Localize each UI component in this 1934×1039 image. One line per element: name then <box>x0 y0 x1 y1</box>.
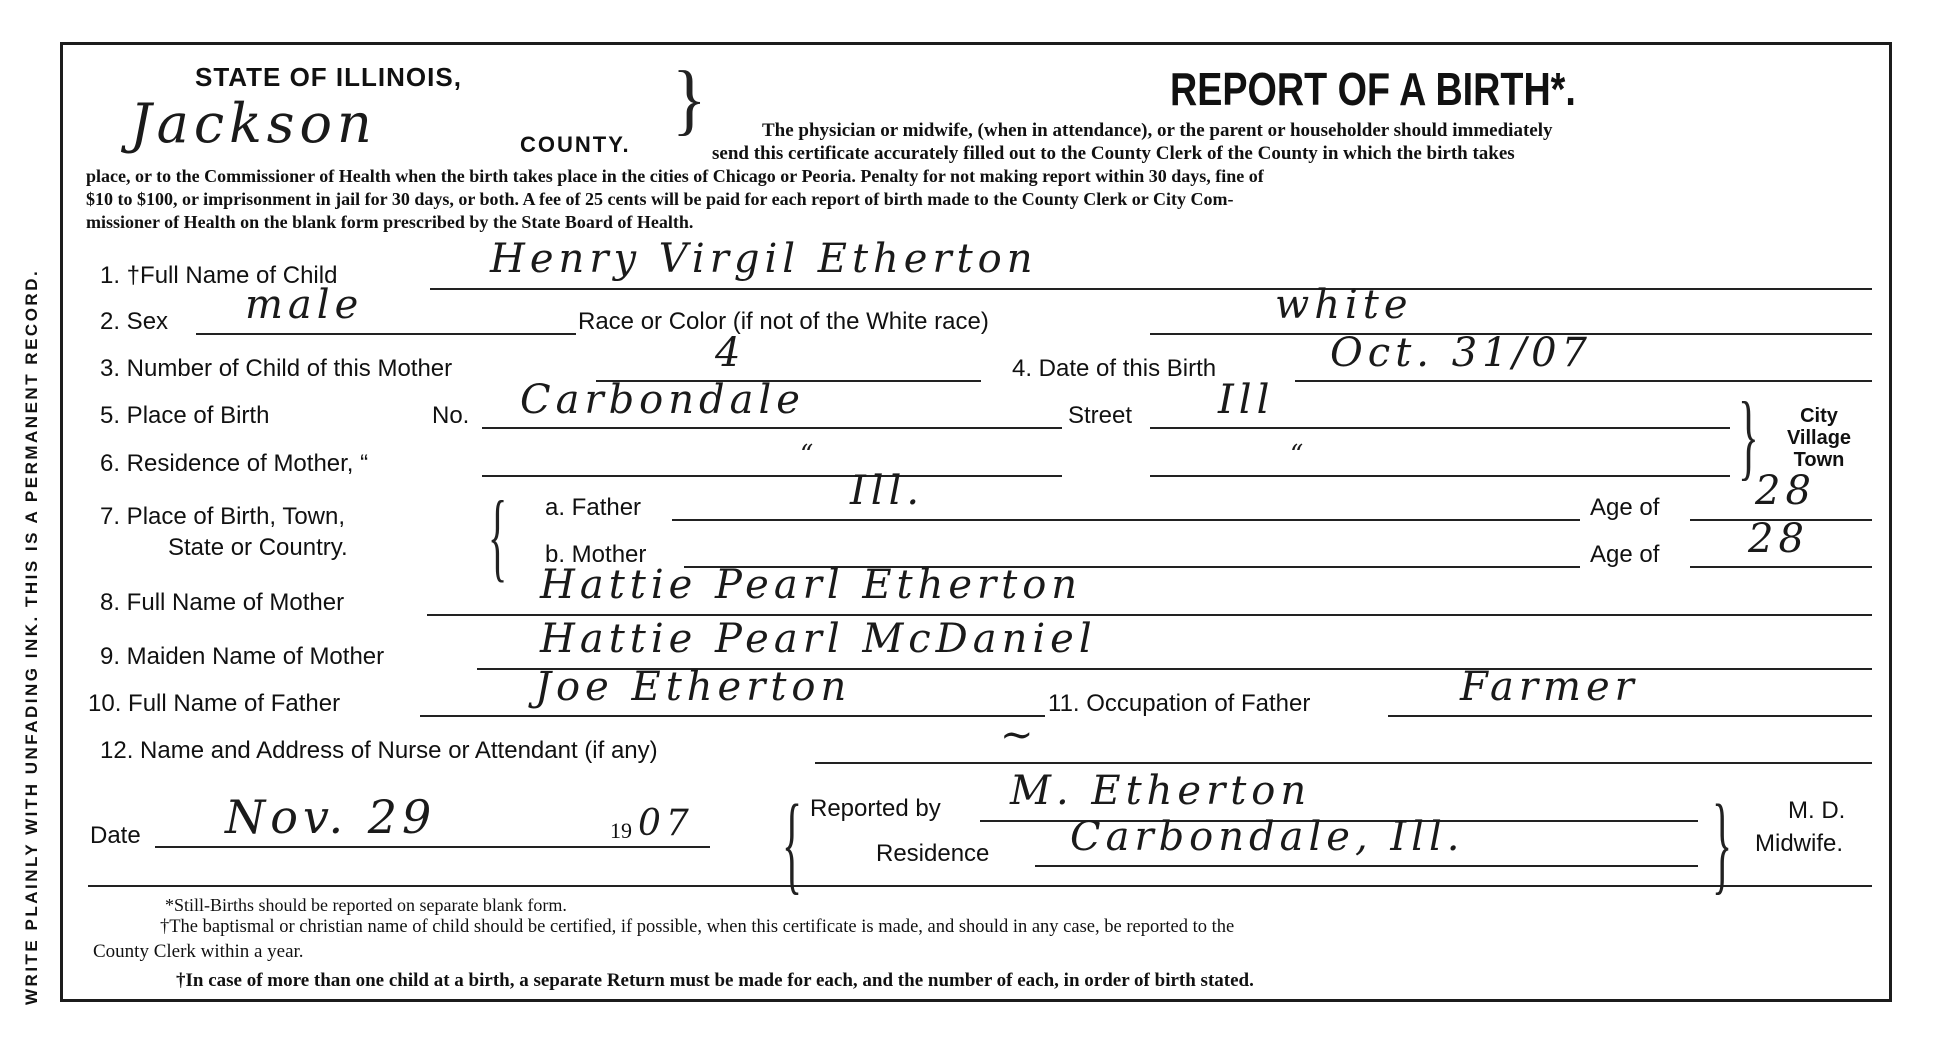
midwife-label: Midwife. <box>1755 830 1844 857</box>
header-brace: } <box>672 54 707 143</box>
mother-name-value: Hattie Pearl Etherton <box>540 562 1083 608</box>
instructions-line-4: $10 to $100, or imprisonment in jail for 30 days, or both. A fee of 25 cents will be paid for each report of birth made to the County Clerk or City Com- <box>86 189 1234 209</box>
instructions-line-3: place, or to the Commissioner of Health when the birth takes place in the cities of Chicago or Peoria. Penalty for not making report within 30 days, fine of <box>86 166 1264 186</box>
mother-age-line <box>1690 566 1872 568</box>
residence-line <box>1035 865 1698 867</box>
state-heading: STATE OF ILLINOIS, <box>195 62 462 92</box>
father-age-value: 28 <box>1755 468 1816 514</box>
birth-date-line <box>1295 380 1872 382</box>
instructions-line-5: missioner of Health on the blank form prescribed by the State Board of Health. <box>86 212 694 232</box>
ctv-village: Village <box>1786 427 1852 449</box>
place-of-birth-label: 5. Place of Birth <box>100 402 270 429</box>
place-street-label: Street <box>1068 402 1133 429</box>
county-label: COUNTY. <box>520 132 631 157</box>
sex-line <box>196 333 576 335</box>
attendant-label: 12. Name and Address of Nurse or Attendant (if any) <box>100 737 658 764</box>
birth-date-label: 4. Date of this Birth <box>1012 355 1217 382</box>
instructions-line-1: The physician or midwife, (when in attendance), or the parent or householder should immediately <box>762 120 1553 141</box>
date-label: Date <box>90 822 141 849</box>
mother-birthplace-label: b. Mother <box>545 541 647 568</box>
residence-label: Residence <box>876 840 990 867</box>
father-birthplace-label: a. Father <box>545 494 642 521</box>
father-birthplace-value: Ill. <box>850 468 925 514</box>
birthplace-brace: { <box>488 480 508 591</box>
county-value: Jackson <box>130 92 377 155</box>
md-label: M. D. <box>1788 797 1846 824</box>
child-name-value: Henry Virgil Etherton <box>490 236 1038 282</box>
father-name-value: Joe Etherton <box>535 664 852 710</box>
father-birthplace-line <box>672 519 1580 521</box>
birthplace-parents-label-2: State or Country. <box>168 534 348 561</box>
footer-divider <box>88 885 1872 887</box>
father-occupation-value: Farmer <box>1460 664 1639 710</box>
instructions-line-2: send this certificate accurately filled out to the County Clerk of the County in which the birth takes <box>712 143 1515 164</box>
mother-residence-no-value: “ <box>800 440 819 470</box>
child-name-label: 1. †Full Name of Child <box>100 262 338 289</box>
mother-age-value: 28 <box>1748 516 1809 562</box>
place-street-value: Ill <box>1218 377 1275 423</box>
attendant-line <box>815 762 1872 764</box>
mother-maiden-name-label: 9. Maiden Name of Mother <box>100 643 385 670</box>
mother-name-label: 8. Full Name of Mother <box>100 589 345 616</box>
place-no-value: Carbondale <box>520 377 805 423</box>
mother-residence-street-line <box>1150 475 1730 477</box>
reported-by-value: M. Etherton <box>1010 768 1312 814</box>
sex-label: 2. Sex <box>100 308 169 335</box>
ctv-town: Town <box>1793 449 1845 471</box>
ctv-brace: } <box>1738 382 1759 489</box>
mother-residence-label: 6. Residence of Mother, “ <box>100 450 369 477</box>
note-baptismal-cont: County Clerk within a year. <box>93 941 304 962</box>
mother-residence-no-line <box>482 475 1062 477</box>
father-age-label: Age of <box>1590 494 1660 521</box>
form-title: REPORT OF A BIRTH*. <box>1170 63 1576 115</box>
date-line <box>155 846 710 848</box>
side-note: WRITE PLAINLY WITH UNFADING INK. THIS IS A PERMANENT RECORD. <box>22 268 41 1005</box>
date-value: Nov. 29 <box>225 790 437 844</box>
place-no-label: No. <box>432 402 470 429</box>
mother-maiden-name-value: Hattie Pearl McDaniel <box>540 616 1097 662</box>
birthplace-parents-label-1: 7. Place of Birth, Town, <box>100 503 346 530</box>
father-name-line <box>420 715 1045 717</box>
place-street-line <box>1150 427 1730 429</box>
note-baptismal: †The baptismal or christian name of child should be certified, if possible, when this certificate is made, and should in any case, be reported to the <box>160 917 1235 937</box>
ctv-label <box>1776 405 1862 471</box>
residence-value: Carbondale, Ill. <box>1070 814 1465 860</box>
mother-residence-street-value: “ <box>1290 440 1309 470</box>
child-number-label: 3. Number of Child of this Mother <box>100 355 453 382</box>
child-name-line <box>430 288 1872 290</box>
sex-value: male <box>245 282 364 328</box>
note-multiple-births: †In case of more than one child at a birth, a separate Return must be made for each, and the number of each, in order of birth stated. <box>176 970 1254 991</box>
note-still-births: *Still-Births should be reported on separate blank form. <box>165 895 567 915</box>
father-name-label: 10. Full Name of Father <box>88 690 341 717</box>
race-value: white <box>1275 282 1413 328</box>
year-value: 07 <box>638 803 694 844</box>
child-number-value: 4 <box>715 330 746 376</box>
place-no-line <box>482 427 1062 429</box>
reported-brace-left: { <box>782 782 803 904</box>
birth-date-value: Oct. 31/07 <box>1330 330 1592 376</box>
reported-by-label: Reported by <box>810 795 941 822</box>
year-prefix: 19 <box>610 818 632 843</box>
race-label: Race or Color (if not of the White race) <box>578 308 989 335</box>
mother-age-label: Age of <box>1590 541 1660 568</box>
father-occupation-line <box>1388 715 1872 717</box>
father-occupation-label: 11. Occupation of Father <box>1048 690 1311 717</box>
ctv-city: City <box>1800 405 1838 427</box>
attendant-value: ~ <box>1000 712 1039 758</box>
reported-brace-right: } <box>1712 782 1733 904</box>
